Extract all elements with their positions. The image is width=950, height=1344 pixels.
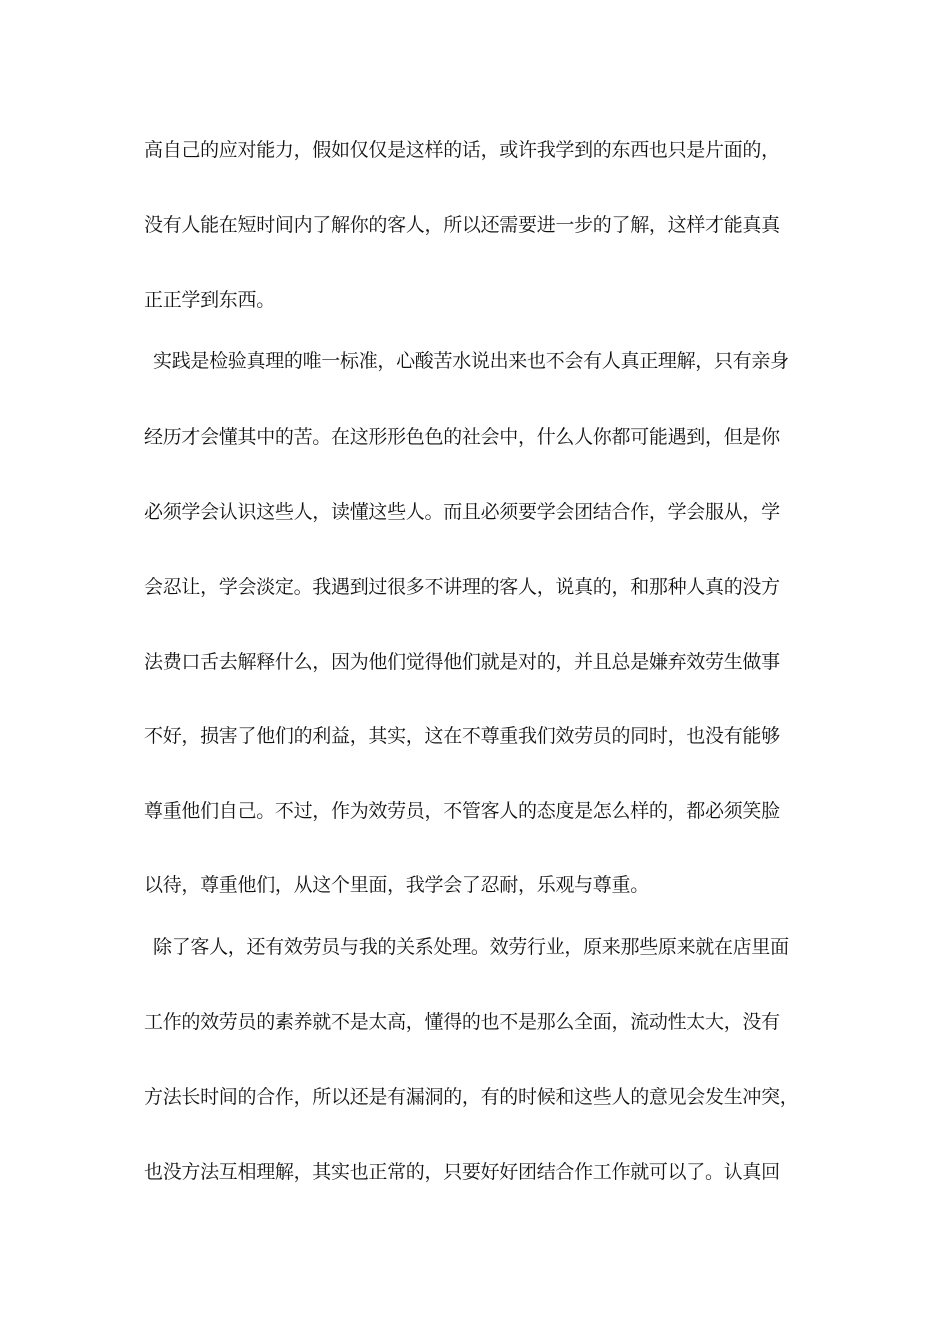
text-line: 不好，损害了他们的利益，其实，这在不尊重我们效劳员的同时，也没有能够 — [144, 725, 780, 747]
text-line: 正正学到东西。 — [144, 289, 275, 311]
paragraph-start-line: 实践是检验真理的唯一标准，心酸苦水说出来也不会有人真正理解，只有亲身 — [153, 350, 789, 372]
text-line: 高自己的应对能力，假如仅仅是这样的话，或许我学到的东西也只是片面的， — [144, 139, 780, 161]
text-line: 也没方法互相理解，其实也正常的，只要好好团结合作工作就可以了。认真回 — [144, 1161, 780, 1183]
paragraph-start-line: 除了客人，还有效劳员与我的关系处理。效劳行业，原来那些原来就在店里面 — [153, 936, 789, 958]
text-line: 经历才会懂其中的苦。在这形形色色的社会中，什么人你都可能遇到，但是你 — [144, 426, 780, 448]
text-line: 会忍让，学会淡定。我遇到过很多不讲理的客人，说真的，和那种人真的没方 — [144, 576, 780, 598]
text-line: 法费口舌去解释什么，因为他们觉得他们就是对的，并且总是嫌弃效劳生做事 — [144, 651, 780, 673]
text-line: 尊重他们自己。不过，作为效劳员，不管客人的态度是怎么样的，都必须笑脸 — [144, 800, 780, 822]
text-line: 以待，尊重他们，从这个里面，我学会了忍耐，乐观与尊重。 — [144, 874, 649, 896]
text-line: 工作的效劳员的素养就不是太高，懂得的也不是那么全面，流动性太大，没有 — [144, 1011, 780, 1033]
text-line: 方法长时间的合作，所以还是有漏洞的，有的时候和这些人的意见会发生冲突， — [144, 1086, 799, 1108]
text-line: 必须学会认识这些人，读懂这些人。而且必须要学会团结合作，学会服从，学 — [144, 501, 780, 523]
text-line: 没有人能在短时间内了解你的客人，所以还需要进一步的了解，这样才能真真 — [144, 214, 780, 236]
